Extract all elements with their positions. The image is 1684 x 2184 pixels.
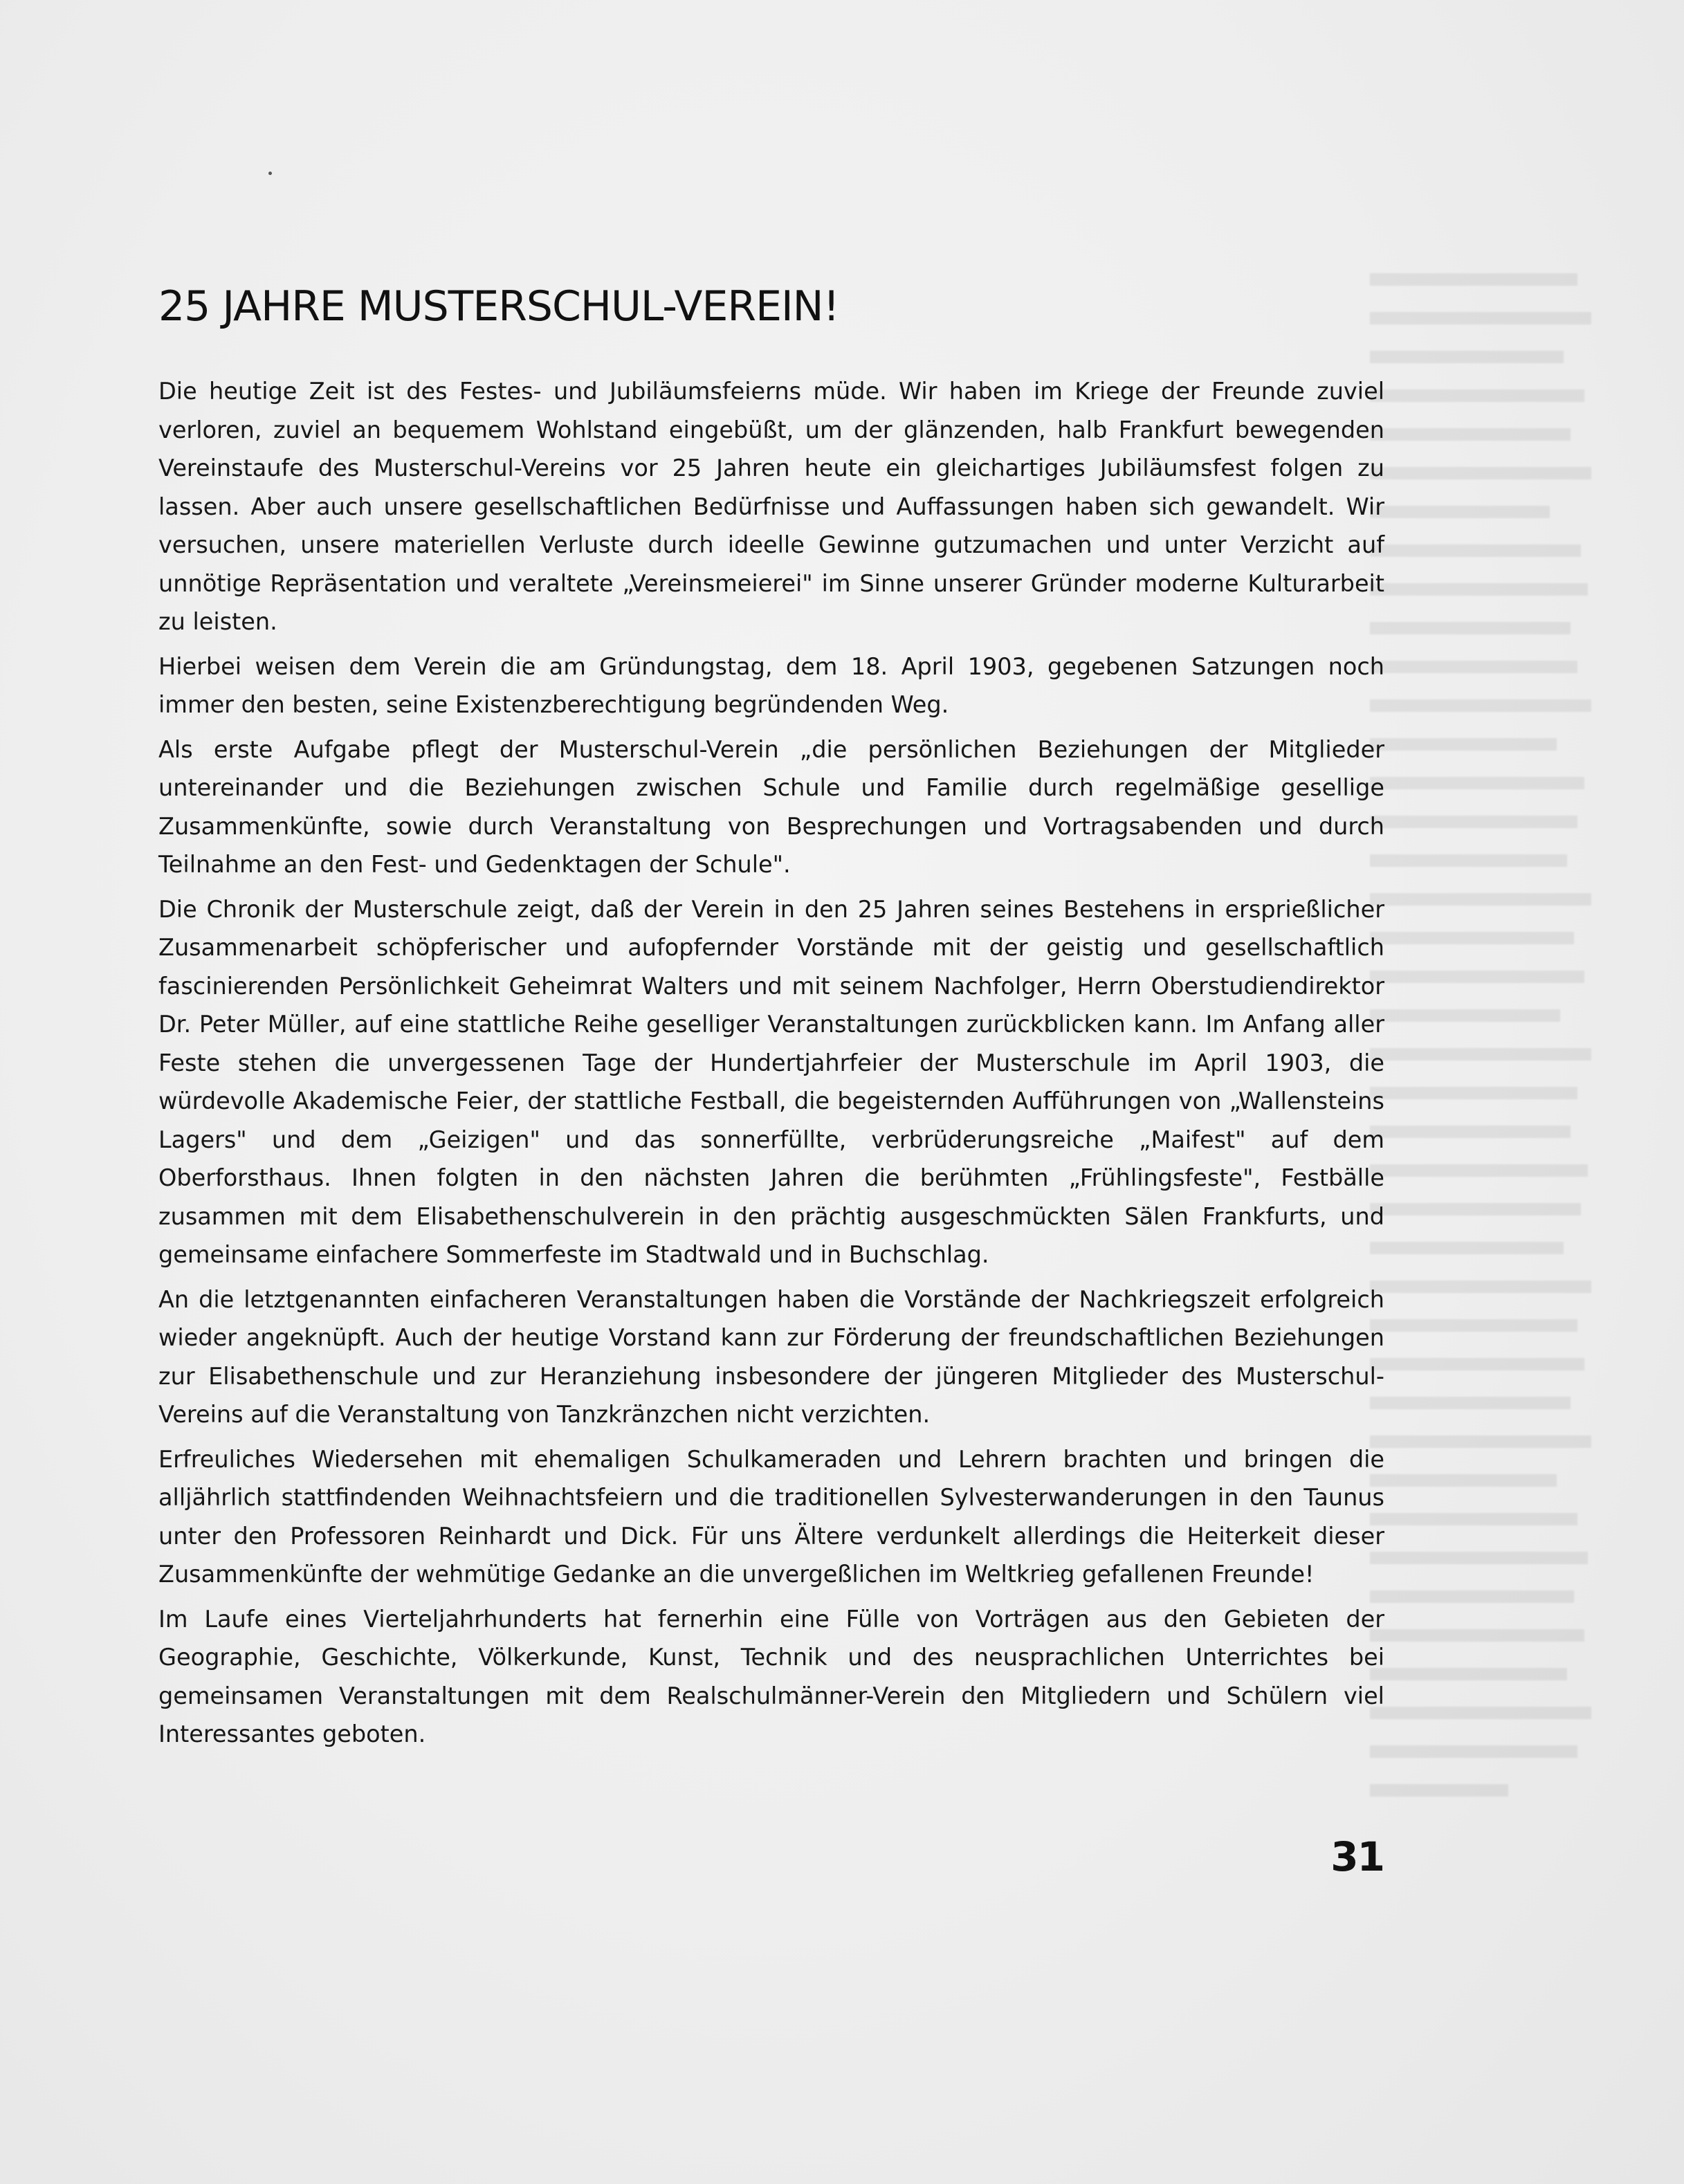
article-title: 25 JAHRE MUSTERSCHUL-VEREIN!: [158, 282, 839, 331]
article: [158, 275, 1384, 1760]
paragraph: An die letztgenannten einfacheren Veranstaltungen haben die Vorstände der Nachkriegszeit erfolgreich wieder angeknüpft. Auch der heutige Vorstand kann zur Förderung der freundschaftlichen Beziehungen zur Elisabethenschule und zur Heranziehung insbesondere der jüngeren Mitglieder des Musterschul-Vereins auf die Veranstaltung von Tanzkränzchen nicht verzichten.: [158, 1285, 1384, 1428]
paragraph: Als erste Aufgabe pflegt der Musterschul-Verein „die persönlichen Beziehungen der Mitglieder untereinander und die Beziehungen zwischen Schule und Familie durch regelmäßige gesellige Zusammenkünfte, sowie durch Veranstaltung von Besprechungen und Vortragsabenden und durch Teilnahme an den Fest- und Gedenktagen der Schule".: [158, 735, 1384, 878]
paragraph: Im Laufe eines Vierteljahrhunderts hat fernerhin eine Fülle von Vorträgen aus den Gebieten der Geographie, Geschichte, Völkerkunde, Kunst, Technik und des neusprachlichen Unterrichtes bei gemeinsamen Veranstaltungen mit dem Realschulmänner-Verein den Mitgliedern und Schülern viel Interessantes geboten.: [158, 1605, 1384, 1747]
paragraph: Die heutige Zeit ist des Festes- und Jubiläumsfeierns müde. Wir haben im Kriege der Freunde zuviel verloren, zuviel an bequemem Wohlstand eingebüßt, um der glänzenden, halb Frankfurt bewegenden Vereinstaufe des Musterschul-Vereins vor 25 Jahren heute ein gleichartiges Jubiläumsfest folgen zu lassen. Aber auch unsere gesellschaftlichen Bedürfnisse und Auffassungen haben sich gewandelt. Wir versuchen, unsere materiellen Verluste durch ideelle Gewinne gutzumachen und unter Verzicht auf unnötige Repräsentation und veraltete „Vereinsmeierei" im Sinne unserer Gründer moderne Kulturarbeit zu leisten.: [158, 378, 1384, 635]
paragraph: Hierbei weisen dem Verein die am Gründungstag, dem 18. April 1903, gegebenen Satzungen noch immer den besten, seine Existenzberechtigung begründenden Weg.: [158, 652, 1384, 718]
article-body: [158, 372, 1384, 1754]
paragraph: Erfreuliches Wiedersehen mit ehemaligen Schulkameraden und Lehrern brachten und bringen die alljährlich stattfindenden Weihnachtsfeiern und die traditionellen Sylvesterwanderungen in den Taunus unter den Professoren Reinhardt und Dick. Für uns Ältere verdunkelt allerdings die Heiterkeit dieser Zusammenkünfte der wehmütige Gedanke an die unvergeßlichen im Weltkrieg gefallenen Freunde!: [158, 1445, 1384, 1588]
page-number: 31: [1330, 1833, 1384, 1880]
paragraph: Die Chronik der Musterschule zeigt, daß der Verein in den 25 Jahren seines Bestehens in ersprießlicher Zusammenarbeit schöpferischer und aufopfernder Vorstände mit der geistig und gesellschaftlich fascinierenden Persönlichkeit Geheimrat Walters und mit seinem Nachfolger, Herrn Oberstudiendirektor Dr. Peter Müller, auf eine stattliche Reihe geselliger Veranstaltungen zurückblicken kann. Im Anfang aller Feste stehen die unvergessenen Tage der Hundertjahrfeier der Musterschule im April 1903, die würdevolle Akademische Feier, der stattliche Festball, die begeisternden Aufführungen von „Wallensteins Lagers" und dem „Geizigen" und das sonnerfüllte, verbrüderungsreiche „Maifest" auf dem Oberforsthaus. Ihnen folgten in den nächsten Jahren die berühmten „Frühlingsfeste", Festbälle zusammen mit dem Elisabethenschulverein in den prächtig ausgeschmückten Sälen Frankfurts, und gemeinsame einfachere Sommerfeste im Stadtwald und in Buchschlag.: [158, 895, 1384, 1268]
bleed-through-text: [1370, 273, 1598, 1830]
ink-speck: [268, 172, 272, 175]
